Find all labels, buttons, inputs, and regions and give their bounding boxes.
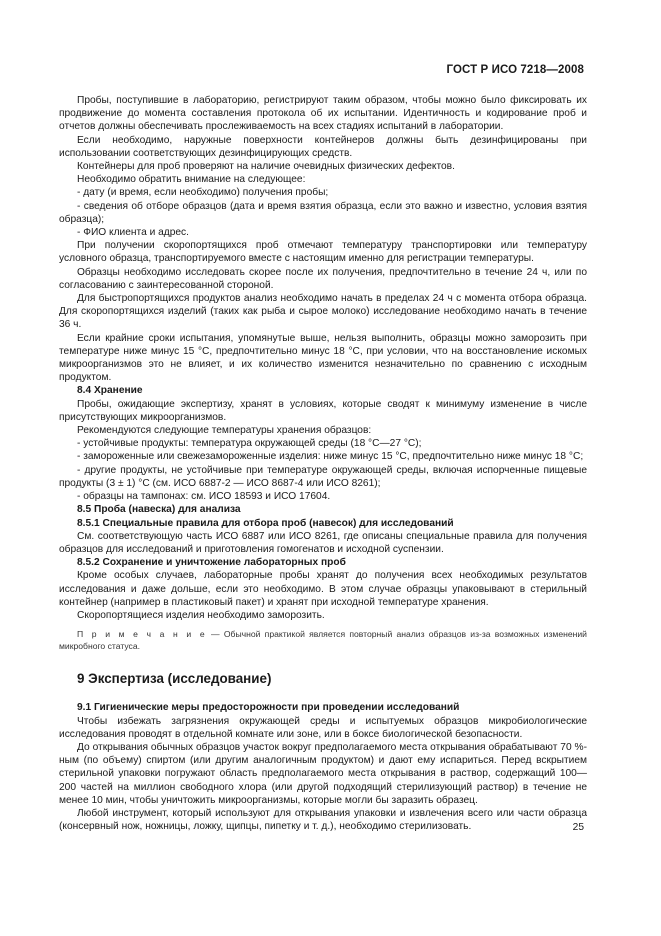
document-id-header: ГОСТ Р ИСО 7218—2008 bbox=[446, 64, 584, 76]
paragraph: Скоропортящиеся изделия необходимо заморозить. bbox=[77, 609, 325, 621]
paragraph: Пробы, ожидающие экспертизу, хранят в условиях, которые сводят к минимуму изменение в числе присутствующих микроорганизмов. bbox=[59, 398, 587, 423]
list-item: - сведения об отборе образцов (дата и время взятия образца, если это важно и известно, условия взятия образца); bbox=[59, 200, 587, 225]
paragraph: До открывания обычных образцов участок вокруг предполагаемого места открывания обрабатывают 70 %-ным (по объему) спиртом (или другим аналогичным продуктом) и дают ему испариться. Перед вскрытием стерильной упаковки погружают область предполагаемого места открывания в раствор, содержащий 100—200 частей на миллион свободного хлора (или другой подходящий стерилизующий раствор) в течение не менее 10 мин, чтобы уничтожить микроорганизмы, которые могли бы заразить образец. bbox=[59, 741, 587, 806]
paragraph: Образцы необходимо исследовать скорее после их получения, предпочтительно в течение 24 ч, или по согласованию с заинтересованной стороной. bbox=[59, 266, 587, 291]
paragraph: Чтобы избежать загрязнения окружающей среды и испытуемых образцов микробиологические исследования проводят в отдельной комнате или зоне, или в боксе биологической безопасности. bbox=[59, 715, 587, 740]
paragraph: Если крайние сроки испытания, упомянутые выше, нельзя выполнить, образцы можно заморозить при температуре ниже минус 15 °С, предпочтительно минус 18 °С, при условии, что на восстановление искомых микроорганизмов это не влияет, и их количество изменится незначительно по сравнению с исходным продуктом. bbox=[59, 332, 587, 384]
paragraph: Если необходимо, наружные поверхности контейнеров должны быть дезинфицированы при использовании соответствующих дезинфицирующих средств. bbox=[59, 134, 587, 159]
section-heading-8-5: 8.5 Проба (навеска) для анализа bbox=[77, 504, 241, 516]
note-text: — Обычной практикой является повторный анализ образцов из-за возможных изменений микробного статуса. bbox=[59, 629, 587, 652]
paragraph: Контейнеры для проб проверяют на наличие очевидных физических дефектов. bbox=[77, 161, 455, 173]
page-number: 25 bbox=[572, 822, 584, 833]
list-item: - замороженные или свежезамороженные изделия: ниже минус 15 °С, предпочтительно ниже минус 18 °С; bbox=[77, 451, 584, 463]
section-heading-8-5-2: 8.5.2 Сохранение и уничтожение лабораторных проб bbox=[77, 557, 346, 569]
page-body bbox=[59, 94, 587, 833]
paragraph: См. соответствующую часть ИСО 6887 или ИСО 8261, где описаны специальные правила для получения образцов для исследований и приготовления гомогенатов и исходной суспензии. bbox=[59, 530, 587, 555]
list-item: - другие продукты, не устойчивые при температуре окружающей среды, включая испорченные пищевые продукты (3 ± 1) °С (см. ИСО 6887-2 — ИСО 8687-4 или ИСО 8261); bbox=[59, 464, 587, 489]
paragraph: Рекомендуются следующие температуры хранения образцов: bbox=[77, 425, 372, 437]
paragraph: При получении скоропортящихся проб отмечают температуру транспортировки или температуру условного образца, транспортируемого вместе с настоящим именно для регистрации температуры. bbox=[59, 240, 587, 265]
section-heading-9-1: 9.1 Гигиенические меры предосторожности при проведении исследований bbox=[77, 702, 460, 714]
section-heading-8-5-1: 8.5.1 Специальные правила для отбора проб (навесок) для исследований bbox=[77, 517, 454, 529]
paragraph: Кроме особых случаев, лабораторные пробы хранят до получения всех необходимых результатов исследования и даже дольше, если это необходимо. В этом случае образцы упаковывают в стерильный контейнер (например в пластиковый пакет) и хранят при исходной температуре хранения. bbox=[59, 570, 587, 608]
list-item: - ФИО клиента и адрес. bbox=[77, 227, 189, 239]
note-label: П р и м е ч а н и е bbox=[77, 629, 207, 640]
section-heading-8-4: 8.4 Хранение bbox=[77, 385, 143, 397]
paragraph: Любой инструмент, который используют для открывания упаковки и извлечения всего или части образца (консервный нож, ножницы, ложку, щипцы, пипетку и т. д.), необходимо стерилизовать. bbox=[59, 807, 587, 833]
list-item: - образцы на тампонах: см. ИСО 18593 и ИСО 17604. bbox=[77, 491, 331, 503]
paragraph: Для быстропортящихся продуктов анализ необходимо начать в пределах 24 ч с момента отбора образца. Для скоропортящихся изделий (таких как рыба и сырое молоко) исследование необходимо начать в течение 36 ч. bbox=[59, 293, 587, 331]
note bbox=[59, 628, 587, 652]
paragraph: Пробы, поступившие в лабораторию, регистрируют таким образом, чтобы можно было фиксировать их продвижение до момента составления протокола об их испытании. Идентичность и кодирование проб и отчетов должны обеспечивать прослеживаемость на всех стадиях испытаний в лаборатории. bbox=[59, 95, 587, 133]
list-item: - устойчивые продукты: температура окружающей среды (18 °С—27 °С); bbox=[77, 438, 422, 450]
paragraph: Необходимо обратить внимание на следующее: bbox=[77, 174, 306, 186]
list-item: - дату (и время, если необходимо) получения пробы; bbox=[77, 187, 329, 199]
section-heading-9: 9 Экспертиза (исследование) bbox=[77, 671, 272, 687]
